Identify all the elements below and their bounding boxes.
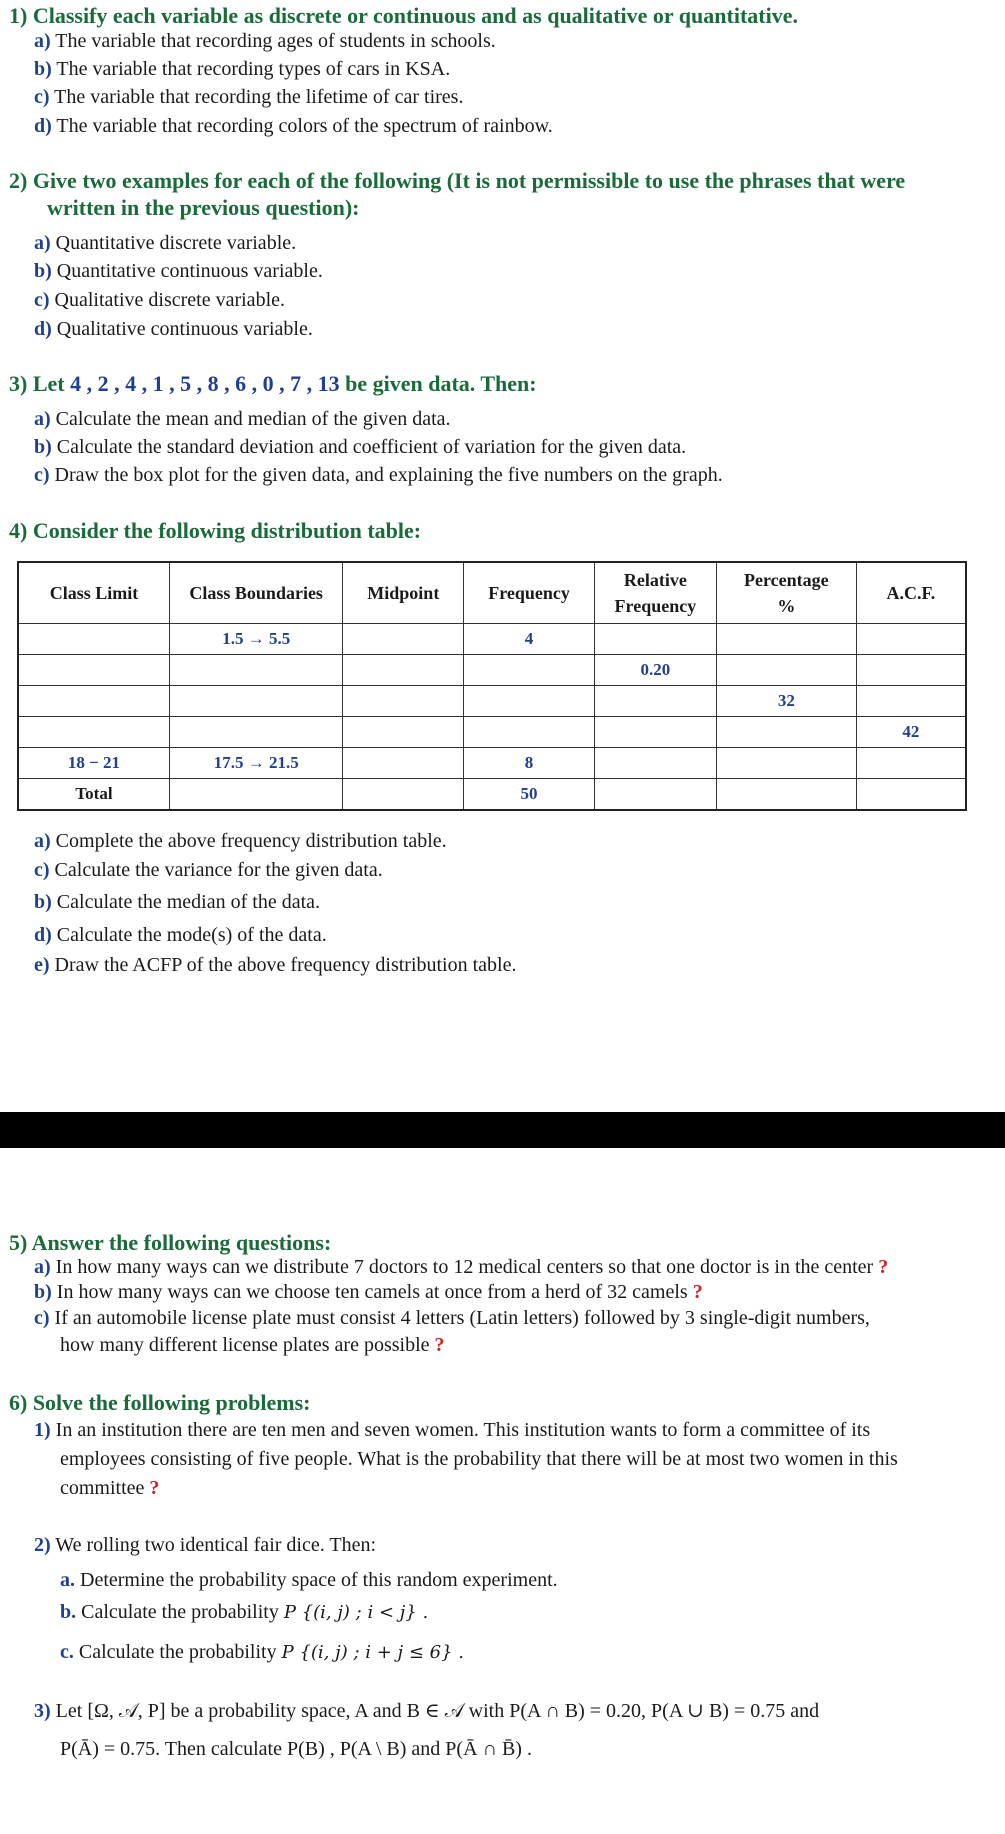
q2-item-b <box>34 259 323 283</box>
table-cell <box>716 717 856 748</box>
item-label: d) <box>34 318 52 340</box>
item-label: a) <box>34 232 51 254</box>
q6-problem-1-line2: employees consisting of five people. What is the probability that there will be at most two women in this <box>60 1448 898 1470</box>
item-label: a) <box>34 830 51 852</box>
item-text: Calculate the probability <box>73 1641 282 1663</box>
question-mark: ? <box>692 1281 703 1303</box>
table-cell <box>594 717 716 748</box>
page-separator-bar <box>0 1112 1005 1148</box>
q3-item-c <box>34 463 723 487</box>
question-2-title-line1: 2) Give two examples for each of the following (It is not permissible to use the phrases that were <box>9 168 906 193</box>
table-cell <box>343 779 464 811</box>
table-cell <box>716 779 856 811</box>
math-expression: P {(i, j) ; i < j} . <box>283 1602 429 1623</box>
item-text: Calculate the median of the data. <box>51 891 321 913</box>
item-label: e) <box>34 954 50 976</box>
table-cell: 18 − 21 <box>18 748 169 779</box>
item-label: c) <box>34 86 50 108</box>
header-percentage: Percentage % <box>716 562 856 624</box>
q2-item-a <box>34 231 296 255</box>
item-label: a) <box>34 30 51 52</box>
table-cell: 8 <box>464 748 595 779</box>
table-header-row <box>18 562 966 624</box>
item-text: The variable that recording types of cars in KSA. <box>51 58 451 80</box>
item-text: The variable that recording the lifetime of car tires. <box>49 86 464 108</box>
table-row <box>18 686 966 717</box>
item-text: Calculate the variance for the given data. <box>49 859 383 881</box>
header-frequency: Frequency <box>464 562 595 624</box>
table-cell <box>856 686 966 717</box>
table-cell <box>594 748 716 779</box>
question-mark: ? <box>434 1334 445 1356</box>
item-text: Let [Ω, 𝒜, P] be a probability space, A and B ∈ 𝒜 with P(A ∩ B) = 0.20, P(A ∪ B) = 0.75 and <box>50 1700 820 1722</box>
table-row-total <box>18 779 966 811</box>
item-text: Calculate the standard deviation and coefficient of variation for the given data. <box>51 436 687 458</box>
q4-item-d <box>34 923 327 947</box>
q2-item-c <box>34 288 285 312</box>
q4-item-c <box>34 858 383 882</box>
table-cell <box>716 655 856 686</box>
item-text: Calculate the mean and median of the given data. <box>50 408 451 430</box>
table-cell <box>169 655 343 686</box>
question-4-title: 4) Consider the following distribution table: <box>9 518 422 543</box>
table-cell: 42 <box>856 717 966 748</box>
table-cell <box>464 655 595 686</box>
table-cell <box>716 748 856 779</box>
table-cell <box>343 655 464 686</box>
q1-item-c <box>34 85 463 109</box>
item-text: In how many ways can we choose ten camels at once from a herd of 32 camels <box>51 1281 693 1303</box>
item-text: The variable that recording ages of students in schools. <box>50 30 496 52</box>
question-mark: ? <box>878 1256 889 1278</box>
q5-item-c <box>34 1306 870 1330</box>
item-text: Draw the box plot for the given data, and explaining the five numbers on the graph. <box>49 464 723 486</box>
q5-item-c-line2 <box>60 1333 445 1357</box>
question-mark: ? <box>149 1477 160 1499</box>
math-expression: P {(i, j) ; i + j ≤ 6} . <box>281 1642 464 1663</box>
q5-item-b <box>34 1280 703 1304</box>
item-text: We rolling two identical fair dice. Then: <box>50 1534 377 1556</box>
table-cell <box>18 717 169 748</box>
table-cell: 0.20 <box>594 655 716 686</box>
table-cell <box>18 624 169 655</box>
question-3-title <box>9 370 537 397</box>
q6-problem-1-line3 <box>60 1476 159 1500</box>
table-cell <box>343 748 464 779</box>
item-text: In an institution there are ten men and seven women. This institution wants to form a committee of its <box>50 1419 871 1441</box>
table-cell: 1.5 → 5.5 <box>169 624 343 655</box>
table-cell <box>594 779 716 811</box>
table-row <box>18 655 966 686</box>
item-label: b) <box>34 260 52 282</box>
table-row <box>18 748 966 779</box>
table-cell <box>464 686 595 717</box>
table-cell <box>856 779 966 811</box>
header-class-limit: Class Limit <box>18 562 169 624</box>
item-text: Complete the above frequency distribution table. <box>50 830 447 852</box>
item-label: 1) <box>34 1419 51 1441</box>
item-text: Calculate the probability <box>76 1601 284 1623</box>
table-cell <box>343 717 464 748</box>
item-text: If an automobile license plate must consist 4 letters (Latin letters) followed by 3 single-digit numbers, <box>49 1307 870 1329</box>
q2-item-d <box>34 317 313 341</box>
q6-problem-1 <box>34 1418 870 1442</box>
item-text: Draw the ACFP of the above frequency distribution table. <box>49 954 517 976</box>
q6-problem-2-c <box>60 1640 464 1665</box>
q1-item-a <box>34 29 496 53</box>
item-label: c) <box>34 464 50 486</box>
table-cell <box>594 624 716 655</box>
table-cell <box>169 717 343 748</box>
data-values: 4 , 2 , 4 , 1 , 5 , 8 , 6 , 0 , 7 , 13 <box>70 371 340 396</box>
item-label: a) <box>34 1256 51 1278</box>
q3-item-b <box>34 435 686 459</box>
item-label: c) <box>34 1307 50 1329</box>
table-row <box>18 717 966 748</box>
table-cell: 17.5 → 21.5 <box>169 748 343 779</box>
item-label: b. <box>60 1601 77 1623</box>
q6-problem-2-b <box>60 1600 428 1625</box>
item-text: Quantitative continuous variable. <box>51 260 323 282</box>
table-cell: 32 <box>716 686 856 717</box>
table-cell <box>169 686 343 717</box>
table-cell: 4 <box>464 624 595 655</box>
table-cell <box>856 655 966 686</box>
table-cell <box>18 686 169 717</box>
question-5-title: 5) Answer the following questions: <box>9 1230 332 1255</box>
table-cell <box>343 686 464 717</box>
item-label: a. <box>60 1569 75 1591</box>
item-label: d) <box>34 924 52 946</box>
question-6-title: 6) Solve the following problems: <box>9 1390 311 1415</box>
table-cell <box>716 624 856 655</box>
item-text: Quantitative discrete variable. <box>50 232 297 254</box>
table-cell <box>169 779 343 811</box>
q4-item-b <box>34 890 320 914</box>
table-cell: 50 <box>464 779 595 811</box>
table-row <box>18 624 966 655</box>
item-text: Qualitative continuous variable. <box>51 318 313 340</box>
item-label: b) <box>34 1281 52 1303</box>
q3-item-a <box>34 407 451 431</box>
header-class-boundaries: Class Boundaries <box>169 562 343 624</box>
item-text: Calculate the mode(s) of the data. <box>51 924 327 946</box>
q5-item-a <box>34 1255 888 1279</box>
item-text: committee <box>60 1477 150 1499</box>
item-label: c) <box>34 859 50 881</box>
item-label: b) <box>34 891 52 913</box>
question-2-title-line2: written in the previous question): <box>47 195 360 220</box>
item-label: a) <box>34 408 51 430</box>
item-text: The variable that recording colors of the spectrum of rainbow. <box>51 115 553 137</box>
item-label: 3) <box>34 1700 51 1722</box>
table-cell <box>343 624 464 655</box>
item-label: b) <box>34 436 52 458</box>
question-1-title: 1) Classify each variable as discrete or continuous and as qualitative or quantitative. <box>9 3 798 28</box>
q6-problem-2-a <box>60 1568 558 1592</box>
q6-problem-3-line2: P(Ā) = 0.75. Then calculate P(B) , P(A \ B) and P(Ā ∩ B̄) . <box>60 1738 532 1760</box>
table-cell <box>594 686 716 717</box>
item-text: In how many ways can we distribute 7 doctors to 12 medical centers so that one doctor is in the center <box>50 1256 879 1278</box>
q4-item-e <box>34 953 516 977</box>
q6-problem-2 <box>34 1533 376 1557</box>
q1-item-b <box>34 57 450 81</box>
table-cell <box>856 624 966 655</box>
table-cell: Total <box>18 779 169 811</box>
frequency-table <box>17 561 967 811</box>
item-text: how many different license plates are possible <box>60 1334 435 1356</box>
header-midpoint: Midpoint <box>343 562 464 624</box>
table-cell <box>464 717 595 748</box>
q1-item-d <box>34 114 553 138</box>
header-relative-frequency: Relative Frequency <box>594 562 716 624</box>
header-acf: A.C.F. <box>856 562 966 624</box>
title-suffix: be given data. Then: <box>339 371 537 396</box>
item-label: b) <box>34 58 52 80</box>
table-cell <box>856 748 966 779</box>
item-label: c. <box>60 1641 74 1663</box>
item-text: Qualitative discrete variable. <box>49 289 285 311</box>
item-label: c) <box>34 289 50 311</box>
table-cell <box>18 655 169 686</box>
q4-item-a <box>34 829 447 853</box>
title-prefix: 3) Let <box>9 371 71 396</box>
item-text: Determine the probability space of this random experiment. <box>75 1569 558 1591</box>
q6-problem-3 <box>34 1699 819 1723</box>
item-label: 2) <box>34 1534 51 1556</box>
item-label: d) <box>34 115 52 137</box>
